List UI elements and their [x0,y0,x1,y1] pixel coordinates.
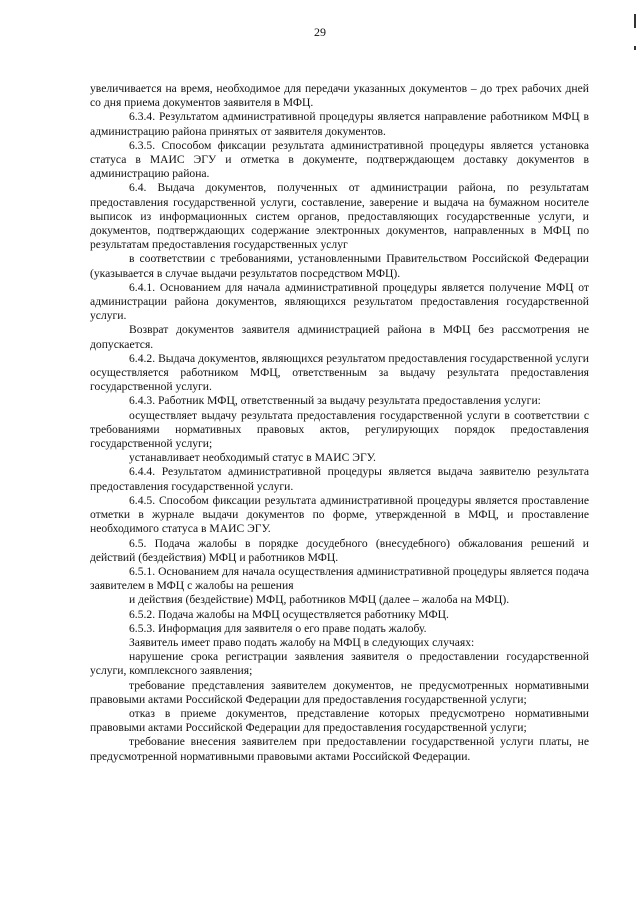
scan-edge-mark-top [634,14,636,28]
paragraph: 6.5.3. Информация для заявителя о его праве подать жалобу. [129,621,427,635]
paragraph: Возврат документов заявителя администрацией района в МФЦ без рассмотрения не допускается. [90,323,589,351]
paragraph: 6.4.3. Работник МФЦ, ответственный за выдачу результата предоставления услуги: [129,394,541,408]
paragraph: осуществляет выдачу результата предоставления государственной услуги в соответствии с требованиями нормативных правовых актов, регулирующих порядок предоставления государственной услуги; [90,408,589,451]
paragraph: увеличивается на время, необходимое для передачи указанных документов – до трех рабочих дней со дня приема документов заявителя в МФЦ. [90,82,589,110]
paragraph: требование внесения заявителем при предоставлении государственной услуги платы, не предусмотренной нормативными правовыми актами Российской Федерации. [90,735,589,763]
paragraph: 6.4.1. Основанием для начала административной процедуры является получение МФЦ от администрации района документов, являющихся результатом предоставления государственной услуги. [90,280,589,323]
paragraph: 6.4.2. Выдача документов, являющихся результатом предоставления государственной услуги осуществляется работником МФЦ, ответственным за выдачу результата предоставления государственной услуги. [90,351,589,394]
paragraph: 6.5.2. Подача жалобы на МФЦ осуществляется работнику МФЦ. [129,607,449,621]
paragraph: 6.3.5. Способом фиксации результата административной процедуры является установка статуса в МАИС ЭГУ и отметка в документе, подтверждающем доставку документов в администрацию района. [90,138,589,181]
paragraph: 6.4. Выдача документов, полученных от администрации района, по результатам предоставления государственной услуги, составление, заверение и выдача на бумажном носителе выписок из информационных систем органов, предоставляющих государственные услуги, и документов, подтверждающих содержание электронных документов, направленных в МФЦ по результатам предоставления государственных услуг [90,181,589,252]
paragraph: в соответствии с требованиями, установленными Правительством Российской Федерации (указывается в случае выдачи результатов посредством МФЦ). [90,252,589,280]
document-body [90,82,589,764]
paragraph: требование представления заявителем документов, не предусмотренных нормативными правовыми актами Российской Федерации для предоставления государственной услуги; [90,678,589,706]
paragraph: устанавливает необходимый статус в МАИС ЭГУ. [129,451,376,465]
paragraph: отказ в приеме документов, представление которых предусмотрено нормативными правовыми актами Российской Федерации для предоставления государственной услуги; [90,706,589,735]
paragraph: 6.5.1. Основанием для начала осуществления административной процедуры является подача заявителем в МФЦ с жалобы на решения [90,564,589,593]
paragraph: Заявитель имеет право подать жалобу на МФЦ в следующих случаях: [129,635,475,649]
paragraph: 6.3.4. Результатом административной процедуры является направление работником МФЦ в администрацию района принятых от заявителя документов. [90,110,589,138]
paragraph: 6.4.4. Результатом административной процедуры является выдача заявителю результата предоставления государственной услуги. [90,465,589,493]
scan-edge-mark-bottom [634,46,636,50]
paragraph: 6.5. Подача жалобы в порядке досудебного (внесудебного) обжалования решений и действий (бездействия) МФЦ и работников МФЦ. [90,536,589,564]
paragraph: и действия (бездействие) МФЦ, работников МФЦ (далее – жалоба на МФЦ). [129,593,510,607]
page-number: 29 [314,25,326,39]
paragraph: нарушение срока регистрации заявления заявителя о предоставлении государственной услуги, комплексного заявления; [90,650,589,678]
paragraph: 6.4.5. Способом фиксации результата административной процедуры является проставление отметки в журнале выдачи документов по форме, утвержденной в МФЦ, и проставление необходимого статуса в МАИС ЭГУ. [90,493,589,536]
